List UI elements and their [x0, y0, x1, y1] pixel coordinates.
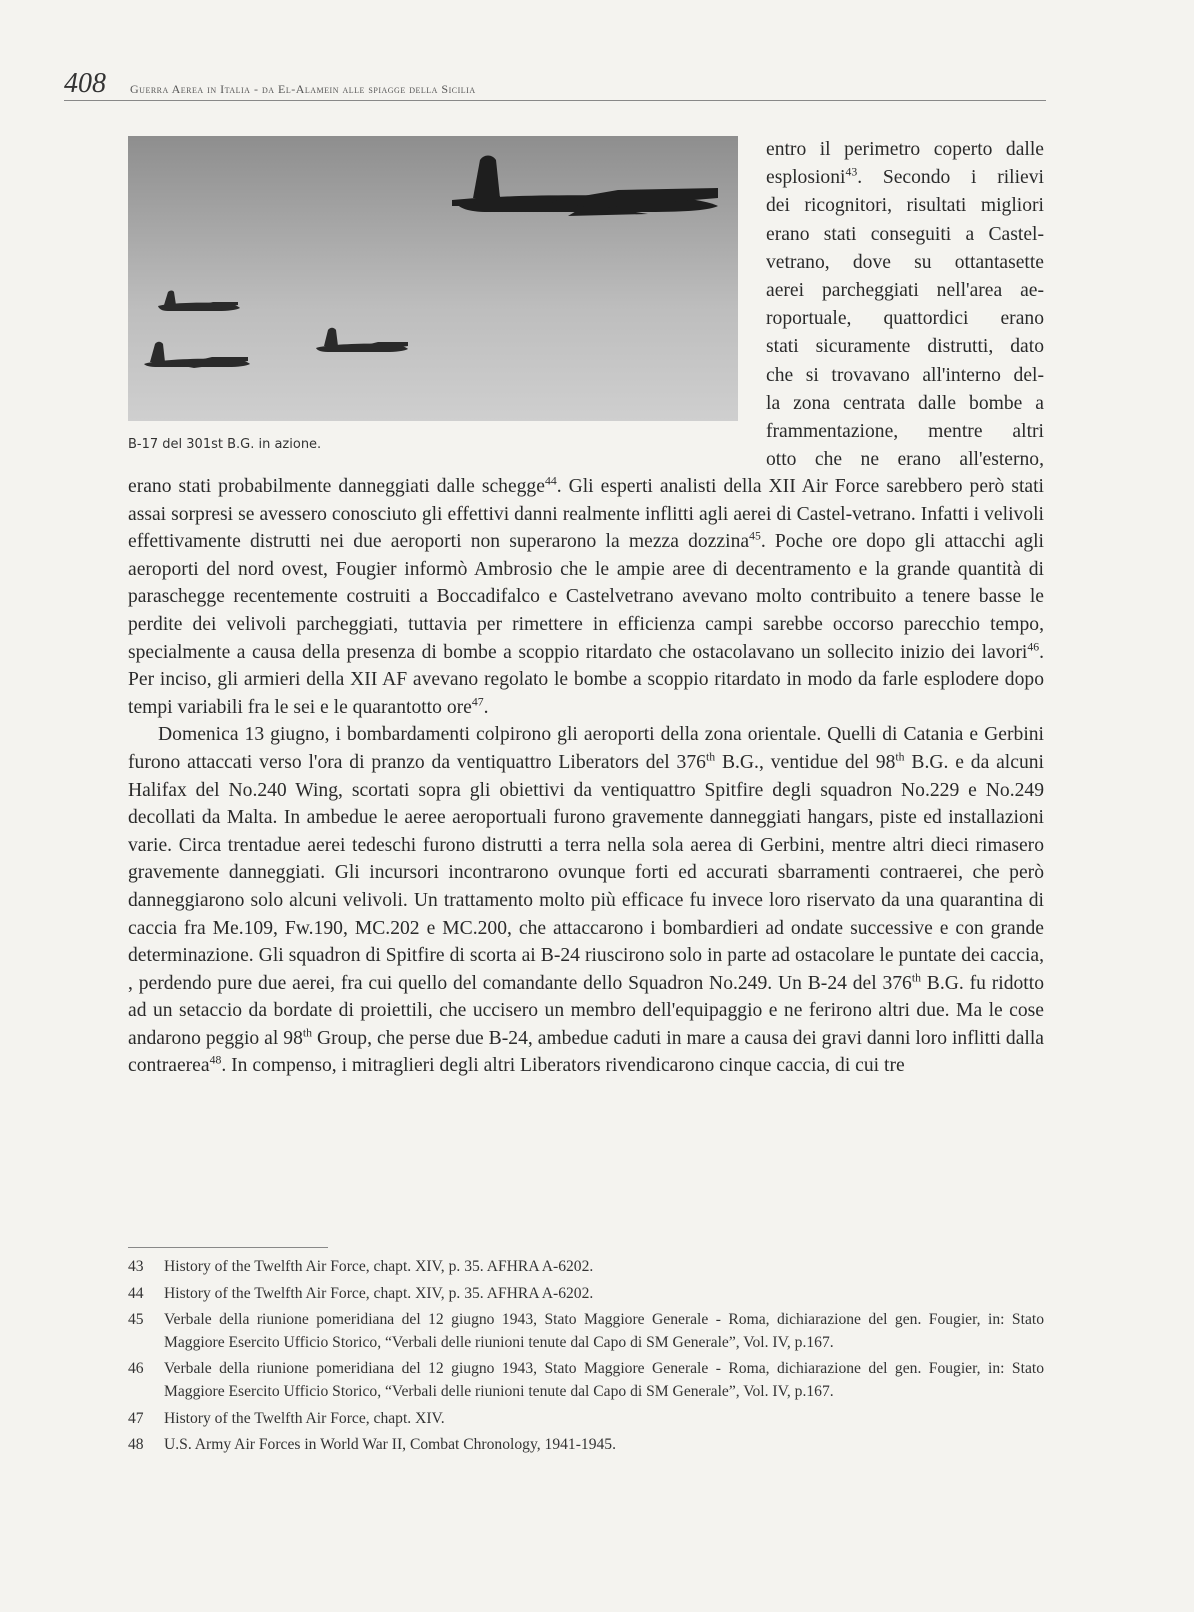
- side-line-2-text: esplosioni: [766, 167, 846, 189]
- footnote-number: 46: [128, 1360, 144, 1378]
- para1-text-3: . Poche ore dopo gli attacchi agli aeroporti del nord ovest, Fougier informò Ambrosio che le ampie aree di decentramento e la grande quantità di paraschegge recentemente costruiti a Boccadifalco e Castelvetrano avevano molto contribuito a tenere basse le perdite dei velivoli parcheggiati, tuttavia per rimettere in efficienza campi sarebbe occorso parecchio tempo, specialmente a causa della presenza di bombe a scoppio ritardato che ostacolavano un sollecito inizio dei lavori: [128, 531, 1044, 663]
- para1-text-2: . Gli esperti analisti della XII Air Force sarebbero però stati assai sorpresi se avessero conosciuto gli effettivi danni realmente inflitti agli aerei di Castel-vetrano. Infatti i velivoli effettivamente distrutti nei due aeroporti non superarono la mezza dozzina: [128, 476, 1044, 553]
- ordinal-suffix: th: [302, 1026, 313, 1040]
- lead-bomber-silhouette: [452, 156, 718, 217]
- footnote-text: History of the Twelfth Air Force, chapt. XIV.: [164, 1409, 445, 1427]
- page-header: [64, 70, 1046, 101]
- side-line-12: otto che ne erano all'esterno,: [766, 449, 1044, 471]
- footnote-ref-44: 44: [544, 474, 557, 488]
- footnote-44: [128, 1283, 1044, 1306]
- b17-formation-illustration: [128, 136, 738, 421]
- footnote-43: [128, 1256, 1044, 1279]
- footnote-ref-47: 47: [471, 695, 484, 709]
- footnote-ref-46: 46: [1027, 640, 1040, 654]
- side-line-11: frammentazione, mentre altri: [766, 420, 1044, 442]
- ordinal-suffix: th: [911, 971, 921, 985]
- side-line-4: erano stati conseguiti a Castel-: [766, 223, 1044, 245]
- para2-text-4: B.G. fu ridotto ad un setaccio da bordate di proiettili, che uccisero un membro dell'equipaggio e ne ferirono altri due. Ma le cose andarono peggio al 98: [128, 972, 1044, 1049]
- footnote-ref-43: 43: [845, 165, 858, 179]
- footnote-text: Verbale della riunione pomeridiana del 12 giugno 1943, Stato Maggiore Generale - Roma, dichiarazione del gen. Fougier, in: Stato Maggiore Esercito Ufficio Storico, “Verbali delle riunioni tenute dal Capo di SM Generale”, Vol. IV, p.167.: [164, 1311, 1044, 1351]
- para2-text-6: . In compenso, i mitraglieri degli altri Liberators rivendicarono cinque caccia, di cui tre: [221, 1055, 905, 1077]
- footnote-text: History of the Twelfth Air Force, chapt. XIV, p. 35. AFHRA A-6202.: [164, 1258, 594, 1275]
- ordinal-suffix: th: [895, 750, 905, 764]
- running-title: Guerra Aerea in Italia - da El-Alamein alle spiagge della Sicilia: [130, 82, 476, 96]
- bomber-silhouette-3: [316, 328, 408, 352]
- bomber-silhouette-4: [144, 342, 250, 368]
- side-line-7: roportuale, quattordici erano: [766, 308, 1044, 330]
- para2-text-3: B.G. e da alcuni Halifax del No.240 Wing, scortati sopra gli obiettivi da ventiquattro Spitfire degli squadron No.229 e No.249 decollati da Malta. In ambedue le aeree aeroportuali furono gravemente danneggiati hangars, piste ed installazioni varie. Circa trentadue aerei tedeschi furono distrutti a terra nella sola aerea di Gerbini, mentre altri dieci rimasero gravemente danneggiati. Gli incursori incontrarono ovunque forti ed accurati sbarramenti contraerei, che però danneggiarono solo alcuni velivoli. Un trattamento molto più efficace fu invece loro riservato da una quarantina di caccia fra Me.109, Fw.190, MC.202 e MC.200, che attaccarono i bombardieri ad ondate successive e con grande determinazione. Gli squadron di Spitfire di scorta ai B-24 riuscirono solo in parte ad ostacolare le puntate dei caccia, , perdendo pure due aerei, fra cui quello del comandante dello Squadron No.249. Un B-24 del 376: [128, 751, 1044, 994]
- footnote-ref-48: 48: [209, 1053, 222, 1067]
- side-line-2-rest: . Secondo i rilievi: [857, 167, 1044, 189]
- footnote-46: [128, 1358, 1044, 1403]
- footnote-divider: [128, 1247, 328, 1248]
- para1-text-1: erano stati probabilmente danneggiati dalle schegge: [128, 476, 545, 497]
- footnote-47: [128, 1408, 1044, 1431]
- main-text: [128, 473, 1044, 1080]
- footnote-number: 44: [128, 1284, 144, 1302]
- side-line-2: [766, 164, 1044, 192]
- para2-text-5: Group, che perse due B-24, ambedue caduti in mare a causa dei gravi danni loro inflitti dalla contraerea: [128, 1027, 1044, 1077]
- figure-caption: B-17 del 301st B.G. in azione.: [128, 437, 322, 452]
- bomber-silhouette-2: [158, 291, 240, 312]
- para2-text-2: B.G., ventidue del 98: [715, 751, 896, 773]
- side-line-6: aerei parcheggiati nell'area ae-: [766, 279, 1044, 301]
- footnote-number: 48: [128, 1436, 144, 1454]
- side-line-1: entro il perimetro coperto dalle: [766, 139, 1044, 160]
- para2-text-1: Domenica 13 giugno, i bombardamenti colpirono gli aeroporti della zona orientale. Quelli di Catania e Gerbini furono attaccati verso l'ora di pranzo da ventiquattro Liberators del 376: [128, 724, 1044, 773]
- paragraph-2: [128, 721, 1044, 1080]
- side-line-5: vetrano, dove su ottantasette: [766, 251, 1044, 273]
- paragraph-1: [128, 473, 1044, 721]
- footnote-48: [128, 1434, 1044, 1457]
- para1-text-4: . Per inciso, gli armieri della XII AF avevano regolato le bombe a scoppio ritardato in modo da farle esplodere dopo tempi variabili fra le sei e le quarantotto ore: [128, 641, 1044, 718]
- footnotes: [128, 1256, 1044, 1461]
- footnote-number: 43: [128, 1258, 144, 1275]
- footnote-number: 47: [128, 1409, 144, 1427]
- side-line-10: la zona centrata dalle bombe a: [766, 392, 1044, 414]
- footnote-ref-45: 45: [749, 529, 761, 543]
- side-column-text: [766, 136, 1044, 474]
- side-line-8: stati sicuramente distrutti, dato: [766, 336, 1044, 358]
- footnote-45: [128, 1309, 1044, 1354]
- b17-photo: [128, 136, 738, 421]
- page-number: 408: [64, 68, 106, 99]
- ordinal-suffix: th: [705, 750, 716, 764]
- footnote-text: U.S. Army Air Forces in World War II, Combat Chronology, 1941-1945.: [164, 1436, 616, 1454]
- footnote-text: Verbale della riunione pomeridiana del 12 giugno 1943, Stato Maggiore Generale - Roma, dichiarazione del gen. Fougier, in: Stato Maggiore Esercito Ufficio Storico, “Verbali delle riunioni tenute dal Capo di SM Generale”, Vol. IV, p.167.: [164, 1360, 1044, 1400]
- side-line-3: dei ricognitori, risultati migliori: [766, 195, 1044, 217]
- para1-text-5: .: [483, 696, 489, 718]
- footnote-text: History of the Twelfth Air Force, chapt. XIV, p. 35. AFHRA A-6202.: [164, 1284, 594, 1302]
- footnote-number: 45: [128, 1311, 144, 1329]
- side-line-9: che si trovavano all'interno del-: [766, 364, 1044, 386]
